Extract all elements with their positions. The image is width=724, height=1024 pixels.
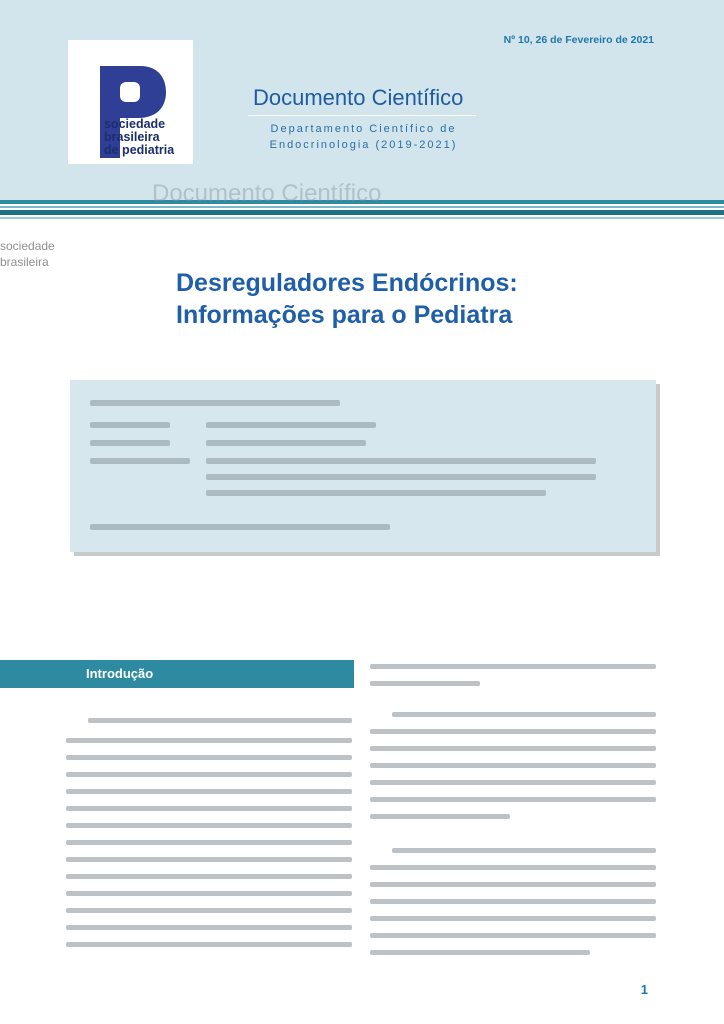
- section-heading: Introdução: [86, 666, 154, 681]
- body-text-line: [66, 908, 352, 913]
- header-stripe: [0, 217, 724, 219]
- body-text-line: [88, 718, 352, 723]
- body-text-line: [370, 916, 656, 921]
- page-number: 1: [640, 982, 648, 997]
- header-stripe: [0, 210, 724, 215]
- body-text-line: [370, 933, 656, 938]
- issue-line: Nº 10, 26 de Fevereiro de 2021: [503, 34, 654, 46]
- body-text-line: [66, 789, 352, 794]
- authors-box: [70, 380, 656, 552]
- body-text-line: [370, 681, 480, 686]
- blurred-text: [90, 422, 170, 428]
- logo-text: [104, 118, 174, 157]
- body-text-line: [370, 950, 590, 955]
- logo-line: sociedade: [104, 117, 166, 131]
- section-header-bar: [0, 660, 354, 688]
- ghost-line: brasileira: [0, 255, 49, 269]
- body-text-line: [370, 780, 656, 785]
- body-text-line: [370, 797, 656, 802]
- body-text-line: [66, 772, 352, 777]
- title-divider: [248, 115, 476, 116]
- doc-type-title: Documento Científico: [253, 85, 464, 110]
- title-line: Informações para o Pediatra: [176, 301, 513, 329]
- body-text-line: [370, 882, 656, 887]
- body-text-line: [66, 925, 352, 930]
- department-line: Departamento Científico de: [270, 123, 457, 135]
- body-text-line: [370, 899, 656, 904]
- blurred-text: [206, 458, 596, 464]
- body-text-line: [66, 874, 352, 879]
- page-title: [176, 267, 518, 331]
- ghost-overlay: Documento Científico: [152, 180, 382, 207]
- body-text-line: [66, 823, 352, 828]
- blurred-text: [206, 490, 546, 496]
- title-line: Desreguladores Endócrinos:: [176, 269, 518, 297]
- body-text-line: [66, 857, 352, 862]
- blurred-text: [90, 400, 340, 406]
- blurred-text: [90, 440, 170, 446]
- blurred-text: [206, 474, 596, 480]
- blurred-text: [206, 422, 376, 428]
- body-text-line: [66, 942, 352, 947]
- ghost-line: sociedade: [0, 239, 55, 253]
- body-text-line: [392, 712, 656, 717]
- department-name: [256, 121, 471, 153]
- body-text-line: [66, 806, 352, 811]
- department-line: Endocrinologia (2019-2021): [269, 139, 458, 151]
- body-text-line: [370, 729, 656, 734]
- blurred-text: [90, 458, 190, 464]
- body-text-line: [66, 755, 352, 760]
- body-text-line: [370, 746, 656, 751]
- blurred-text: [206, 440, 366, 446]
- logo-line: de pediatria: [104, 143, 175, 157]
- body-text-line: [66, 891, 352, 896]
- body-text-line: [370, 763, 656, 768]
- ghost-overlay-logo: [0, 238, 55, 270]
- body-text-line: [370, 814, 510, 819]
- logo-line: brasileira: [104, 130, 160, 144]
- blurred-text: [90, 524, 390, 530]
- body-text-line: [66, 840, 352, 845]
- sbp-logo: [68, 40, 193, 164]
- body-text-line: [370, 865, 656, 870]
- body-text-line: [66, 738, 352, 743]
- body-text-line: [370, 664, 656, 669]
- body-text-line: [392, 848, 656, 853]
